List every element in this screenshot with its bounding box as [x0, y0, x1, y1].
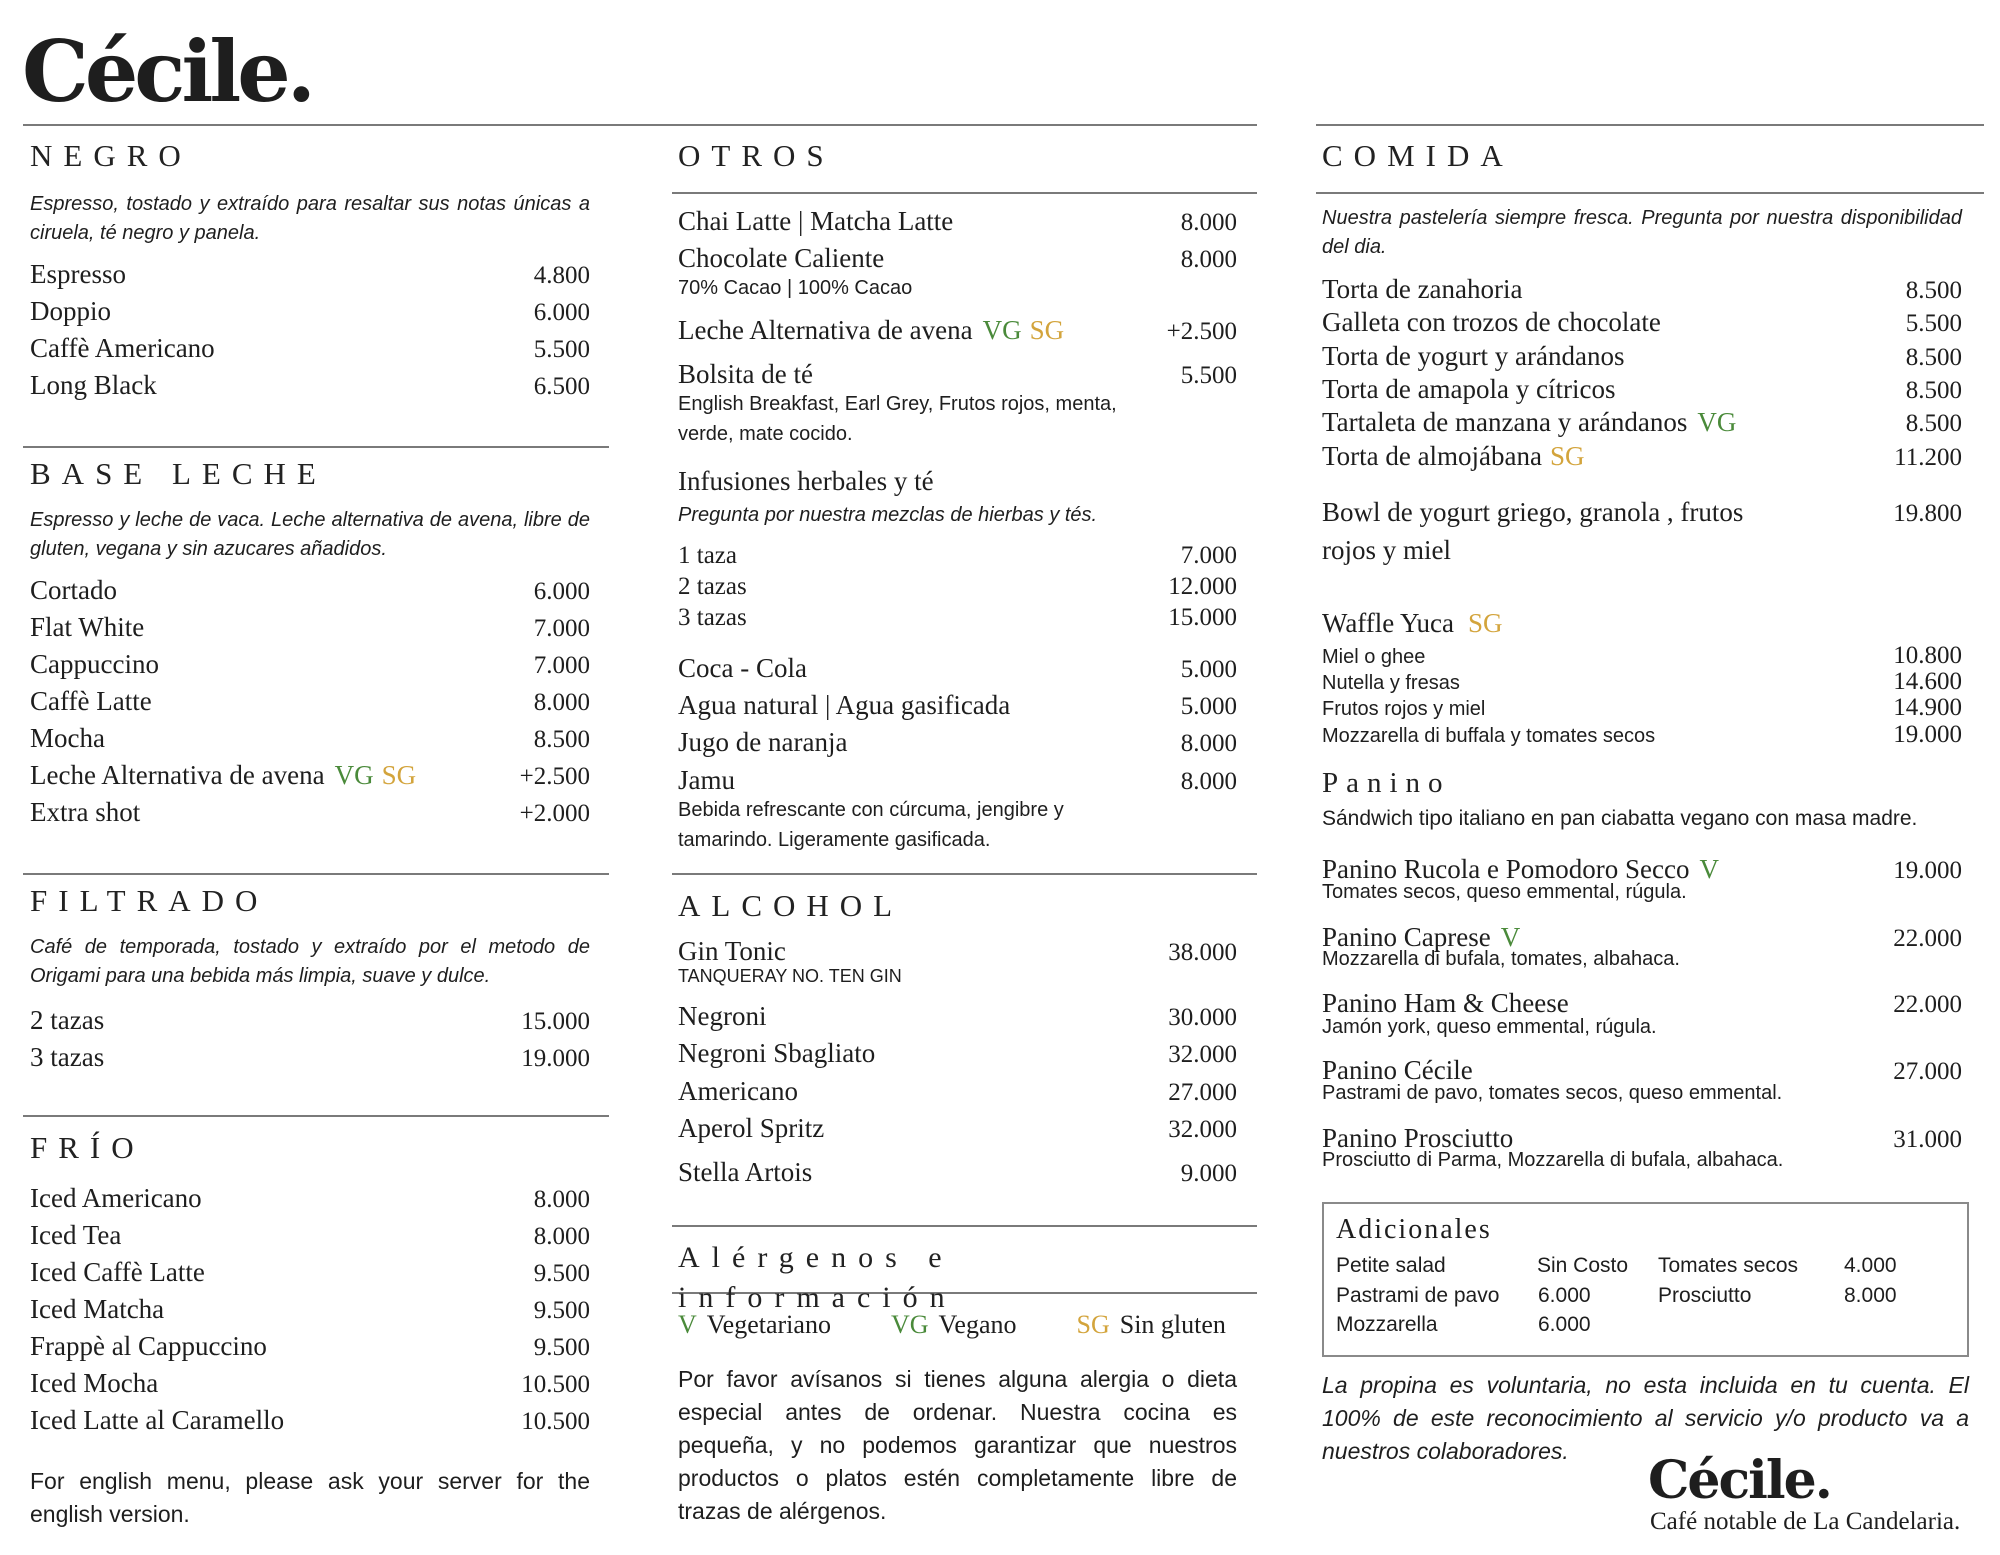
menu-item: Stella Artois 9.000 — [678, 1157, 1237, 1187]
tagline: Café notable de La Candelaria. — [1650, 1508, 1961, 1535]
menu-item: Leche Alternativa de avena VG SG +2.500 — [678, 315, 1237, 345]
menu-item: Americano 27.000 — [678, 1076, 1237, 1106]
menu-item: Torta de amapola y cítricos 8.500 — [1322, 374, 1962, 404]
menu-item: Leche Alternativa de avena VG SG +2.500 — [30, 760, 590, 790]
logo: Cécile. — [22, 22, 312, 121]
menu-item: Iced Caffè Latte 9.500 — [30, 1257, 590, 1287]
english-menu-note: For english menu, please ask your server for the english version. — [30, 1468, 590, 1527]
menu-item: Caffè Latte 8.000 — [30, 686, 590, 716]
section-title-frio: FRÍO — [30, 1130, 145, 1165]
allergen-info: Por favor avísanos si tienes alguna alergia o dieta especial antes de ordenar. Nuestra cocina es pequeña, y no podemos garantizar que nuestros productos o platos estén completamente libre de trazas de alérgenos. — [678, 1366, 1237, 1524]
menu-item: Panino Rucola e Pomodoro Secco V 19.000 — [1322, 854, 1962, 884]
divider — [672, 873, 1257, 875]
section-title-panino: Panino — [1322, 767, 1451, 799]
menu-item-continued: rojos y miel — [1322, 535, 1451, 565]
extra-price: 8.000 — [1844, 1284, 1897, 1307]
panino-description: Sándwich tipo italiano en pan ciabatta vegano con masa madre. — [1322, 807, 1918, 830]
negro-description: Espresso, tostado y extraído para resaltar sus notas únicas a ciruela, té negro y panela. — [30, 193, 590, 244]
comida-description: Nuestra pastelería siempre fresca. Pregunta por nuestra disponibilidad del dia. — [1322, 207, 1962, 258]
vegan-tag: VG — [890, 1310, 929, 1339]
divider — [23, 124, 1257, 126]
extra-name: Prosciutto — [1658, 1284, 1752, 1307]
menu-item: Flat White 7.000 — [30, 612, 590, 642]
extra-name: Petite salad — [1336, 1254, 1446, 1277]
section-title-negro: NEGRO — [30, 138, 192, 173]
menu-item: Galleta con trozos de chocolate 5.500 — [1322, 307, 1962, 337]
menu-item: Mocha 8.500 — [30, 723, 590, 753]
menu-item: Panino Prosciutto 31.000 — [1322, 1123, 1962, 1153]
section-title-base-leche: BASE LECHE — [30, 456, 327, 491]
waffle-option: Mozzarella di buffala y tomates secos 19.000 — [1322, 721, 1962, 748]
menu-item: Tartaleta de manzana y arándanos VG 8.500 — [1322, 407, 1962, 437]
extra-price: Sin Costo — [1537, 1254, 1629, 1277]
menu-item: Bowl de yogurt griego, granola , frutos 19.800 — [1322, 497, 1962, 527]
adicionales-title: Adicionales — [1336, 1214, 1492, 1245]
gluten-free-tag: SG — [1550, 441, 1585, 471]
menu-item: Coca - Cola 5.000 — [678, 653, 1237, 683]
gluten-free-tag: SG — [1076, 1310, 1110, 1339]
menu-item: Jugo de naranja 8.000 — [678, 727, 1237, 757]
menu-item: Iced Americano 8.000 — [30, 1183, 590, 1213]
item-detail: Bebida refrescante con cúrcuma, jengibre y tamarindo. Ligeramente gasificada. — [678, 799, 1064, 851]
menu-item: 1 taza 7.000 — [678, 542, 1237, 569]
section-title-alergenos: Alérgenos e información — [678, 1241, 957, 1314]
menu-item: Cappuccino 7.000 — [30, 649, 590, 679]
menu-item: Iced Latte al Caramello 10.500 — [30, 1405, 590, 1435]
menu-item: Negroni Sbagliato 32.000 — [678, 1038, 1237, 1068]
menu-item: Gin Tonic 38.000 — [678, 936, 1237, 966]
menu-item: Cortado 6.000 — [30, 575, 590, 605]
menu-item: Waffle Yuca SG — [1322, 608, 1503, 638]
extra-name: Mozzarella — [1336, 1313, 1438, 1336]
section-title-comida: COMIDA — [1322, 138, 1514, 173]
divider — [1316, 192, 1984, 194]
tip-note: La propina es voluntaria, no esta incluida en tu cuenta. El 100% de este reconocimiento al servicio y/o producto va a nuestros colaboradores. — [1322, 1372, 1969, 1464]
vegan-tag: VG — [1697, 407, 1737, 437]
menu-item: 2 tazas 12.000 — [678, 573, 1237, 600]
menu-item: Chocolate Caliente 8.000 — [678, 243, 1237, 273]
gluten-free-tag: SG — [1029, 315, 1065, 345]
divider — [672, 1225, 1257, 1227]
divider — [672, 192, 1257, 194]
vegetarian-tag: V — [1500, 922, 1521, 952]
waffle-option: Frutos rojos y miel 14.900 — [1322, 694, 1962, 721]
menu-item: Chai Latte | Matcha Latte 8.000 — [678, 206, 1237, 236]
vegan-tag: VG — [982, 315, 1022, 345]
extra-price: 4.000 — [1844, 1254, 1897, 1277]
section-title-alcohol: ALCOHOL — [678, 888, 904, 923]
menu-item: Torta de almojábana SG 11.200 — [1322, 441, 1962, 471]
extra-name: Tomates secos — [1658, 1254, 1799, 1277]
menu-item: 3 tazas 19.000 — [30, 1042, 590, 1072]
menu-item: Negroni 30.000 — [678, 1001, 1237, 1031]
menu-item: Frappè al Cappuccino 9.500 — [30, 1331, 590, 1361]
menu-item: Torta de zanahoria 8.500 — [1322, 274, 1962, 304]
item-detail: TANQUERAY NO. TEN GIN — [678, 966, 902, 986]
section-title-filtrado: FILTRADO — [30, 883, 269, 918]
menu-item: Long Black 6.500 — [30, 370, 590, 400]
item-detail: Jamón york, queso emmental, rúgula. — [1322, 1016, 1657, 1038]
menu-item: Jamu 8.000 — [678, 765, 1237, 795]
menu-item: Espresso 4.800 — [30, 259, 590, 289]
extra-name: Pastrami de pavo — [1336, 1284, 1500, 1307]
extra-price: 6.000 — [1538, 1284, 1591, 1307]
vegetarian-tag: V — [678, 1310, 697, 1339]
item-detail: Mozzarella di bufala, tomates, albahaca. — [1322, 948, 1680, 970]
menu-item: Iced Matcha 9.500 — [30, 1294, 590, 1324]
item-detail: 70% Cacao | 100% Cacao — [678, 277, 913, 299]
divider — [1316, 124, 1984, 126]
infusiones-description: Pregunta por nuestra mezclas de hierbas y tés. — [678, 504, 1098, 526]
vegetarian-tag: V — [1699, 854, 1719, 884]
waffle-option: Nutella y fresas 14.600 — [1322, 668, 1962, 695]
menu-item: Torta de yogurt y arándanos 8.500 — [1322, 341, 1962, 371]
filtrado-description: Café de temporada, tostado y extraído por el metodo de Origami para una bebida más limpia, suave y dulce. — [30, 936, 590, 987]
menu-item: Agua natural | Agua gasificada 5.000 — [678, 690, 1237, 720]
menu-item: Panino Ham & Cheese 22.000 — [1322, 988, 1962, 1018]
section-title-otros: OTROS — [678, 138, 835, 173]
gluten-free-tag: SG — [381, 760, 417, 790]
vegan-tag: VG — [334, 760, 374, 790]
menu-item: Infusiones herbales y té — [678, 466, 934, 496]
item-detail: Tomates secos, queso emmental, rúgula. — [1322, 881, 1687, 903]
divider — [23, 446, 609, 448]
base-leche-description: Espresso y leche de vaca. Leche alternativa de avena, libre de gluten, vegana y sin azucares añadidos. — [30, 509, 590, 560]
item-detail: English Breakfast, Earl Grey, Frutos rojos, menta, verde, mate cocido. — [678, 393, 1117, 445]
allergen-legend: V Vegetariano VG Vegano SG Sin gluten — [678, 1310, 1226, 1339]
item-detail: Prosciutto di Parma, Mozzarella di bufala, albahaca. — [1322, 1149, 1784, 1171]
menu-item: Bolsita de té 5.500 — [678, 359, 1237, 389]
menu-item: Doppio 6.000 — [30, 296, 590, 326]
menu-item: Panino Caprese V 22.000 — [1322, 922, 1962, 952]
menu-item: Caffè Americano 5.500 — [30, 333, 590, 363]
menu-item: 2 tazas 15.000 — [30, 1005, 590, 1035]
footer-logo: Cécile. — [1648, 1450, 1831, 1511]
menu-item: Iced Mocha 10.500 — [30, 1368, 590, 1398]
item-detail: Pastrami de pavo, tomates secos, queso emmental. — [1322, 1082, 1783, 1104]
menu-item: 3 tazas 15.000 — [678, 604, 1237, 631]
menu-item: Aperol Spritz 32.000 — [678, 1113, 1237, 1143]
gluten-free-tag: SG — [1468, 608, 1503, 638]
extra-price: 6.000 — [1538, 1313, 1591, 1336]
divider — [23, 873, 609, 875]
menu-item: Panino Cécile 27.000 — [1322, 1055, 1962, 1085]
menu-item: Iced Tea 8.000 — [30, 1220, 590, 1250]
menu-item: Extra shot +2.000 — [30, 797, 590, 827]
divider — [23, 1115, 609, 1117]
waffle-option: Miel o ghee 10.800 — [1322, 642, 1962, 669]
